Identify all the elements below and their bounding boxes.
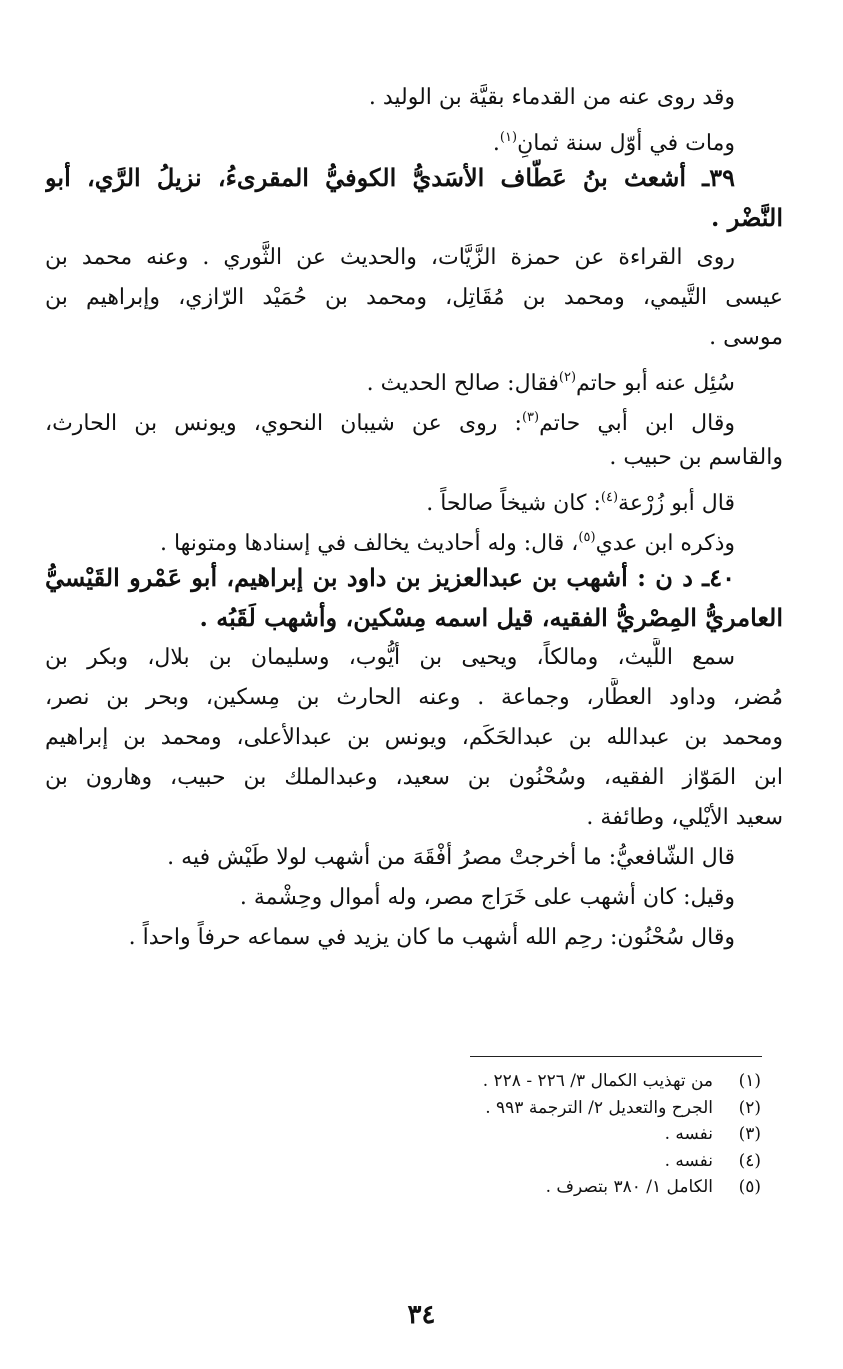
text-line: روى القراءة عن حمزة الزَّيَّات، والحديث عن الثَّوري . وعنه محمد بن (45, 245, 735, 270)
text-line: موسى . (709, 325, 783, 350)
text-line: ومات في أوّل سنة ثمانٍ$^{(١)}$. (492, 130, 735, 156)
footnote-text: من تهذيب الكمال ٣/ ٢٢٦ - ٢٢٨ . (482, 1071, 713, 1091)
text-line: وقال سُحْنُون: رحِم الله أشهب ما كان يزيد في سماعه حرفاً واحداً . (128, 925, 735, 950)
text-line: قال أبو زُرْعة$^{(٤)}$: كان شيخاً صالحاً . (426, 490, 735, 516)
text-line: عيسى التَّيمي، ومحمد بن مُقَاتِل، ومحمد بن حُمَيْد الرّازي، وإبراهيم بن (45, 285, 783, 310)
text-line: سمع اللَّيث، ومالكاً، ويحيى بن أيُّوب، وسليمان بن بلال، وبكر بن (45, 645, 735, 670)
page-number: ٣٤ (407, 1300, 436, 1330)
text-line: مُضر، وداود العطَّار، وجماعة . وعنه الحارث بن مِسكين، وبحر بن نصر، (45, 685, 783, 710)
text-line: وقال ابن أبي حاتم$^{(٣)}$: روى عن شيبان النحوي، ويونس بن الحارث، (45, 410, 735, 436)
footnote-text: الكامل ١/ ٣٨٠ بتصرف . (545, 1177, 713, 1197)
main-text (45, 78, 783, 958)
footnote-divider (470, 1056, 762, 1057)
text-line: وقيل: كان أشهب على خَرَاج مصر، وله أموال وحِشْمة . (239, 885, 735, 910)
footnote-item (241, 1148, 761, 1175)
text-line: قال الشّافعيُّ: ما أخرجتْ مصرُ أفْقَهَ من أشهب لولا طَيْش فيه . (167, 845, 735, 870)
footnote-item (241, 1095, 761, 1122)
entry-heading-40: ٤٠ـ د ن : أشهب بن عبدالعزيز بن داود بن إبراهيم، أبو عَمْرو القَيْسيُّ (45, 563, 735, 592)
footnote-number: (٢) (738, 1097, 761, 1118)
text-line: وذكره ابن عدي$^{(٥)}$، قال: وله أحاديث يخالف في إسنادها ومتونها . (159, 530, 735, 556)
footnote-text: الجرح والتعديل ٢/ الترجمة ٩٩٣ . (485, 1097, 713, 1118)
footnote-number: (٥) (738, 1177, 761, 1197)
footnote-ref: (٣) (521, 410, 540, 425)
footnote-item (241, 1121, 761, 1148)
footnote-ref: (٤) (600, 490, 619, 505)
footnote-text: نفسه . (664, 1150, 713, 1171)
footnote-number: (٣) (738, 1124, 761, 1144)
footnote-ref: (٢) (558, 370, 577, 385)
text-line: ابن المَوّاز الفقيه، وسُحْنُون بن سعيد، وعبدالملك بن حبيب، وهارون بن (45, 765, 783, 790)
text-line: والقاسم بن حبيب . (609, 445, 783, 470)
text-line: وقد روى عنه من القدماء بقيَّة بن الوليد . (368, 85, 735, 110)
footnote-number: (٤) (738, 1150, 761, 1171)
footnote-item (241, 1174, 761, 1201)
entry-heading-40-end: العامريُّ المِصْريُّ الفقيه، قيل اسمه مِسْكين، وأشهب لَقَبُه . (199, 603, 783, 632)
entry-heading-39: ٣٩ـ أشعث بنُ عَطّاف الأسَديُّ الكوفيُّ المقرىءُ، نزيلُ الرَّي، أبو (45, 163, 735, 192)
footnote-number: (١) (738, 1071, 761, 1091)
entry-heading-39-end: النَّضْر . (711, 203, 783, 232)
footnote-ref: (٥) (578, 530, 596, 545)
footnote-ref: (١) (499, 130, 518, 145)
footnote-text: نفسه . (664, 1124, 713, 1144)
footnote-item (241, 1068, 761, 1095)
text-line: سعيد الأيْلي، وطائفة . (586, 805, 783, 830)
text-line: ومحمد بن عبدالله بن عبدالحَكَم، ويونس بن عبدالأعلى، ومحمد بن إبراهيم (45, 725, 783, 750)
footnotes (241, 1068, 761, 1201)
text-line: سُئِل عنه أبو حاتم$^{(٢)}$فقال: صالح الحديث . (366, 370, 735, 396)
